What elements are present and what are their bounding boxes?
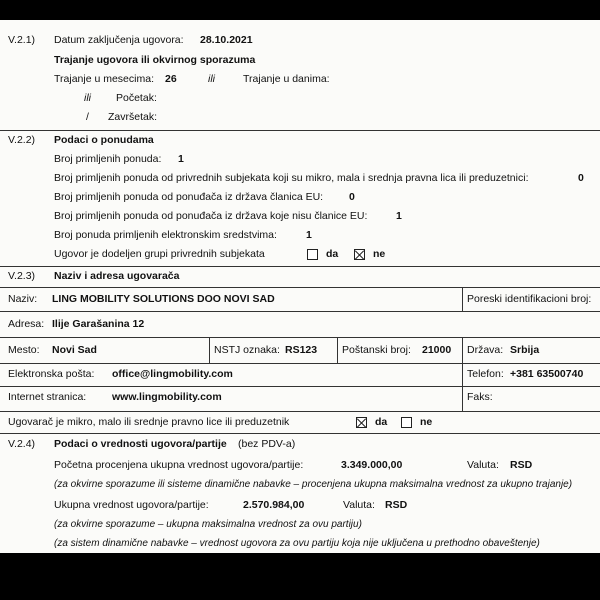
estimated-value: 3.349.000,00 <box>341 459 403 471</box>
group-award-no-checkbox[interactable] <box>354 249 365 260</box>
address-label: Adresa: <box>8 318 45 330</box>
email-label: Elektronska pošta: <box>8 368 95 380</box>
currency-label: Valuta: <box>467 459 499 471</box>
offers-row-label: Broj ponuda primljenih elektronskim sredstvima: <box>54 229 277 241</box>
yes-label: da <box>326 248 339 260</box>
framework-max-note: (za okvirne sporazume – ukupna maksimalna vrednost za ovu partiju) <box>54 519 362 530</box>
no-label: ne <box>420 416 433 428</box>
days-label: Trajanje u danima: <box>243 73 330 85</box>
currency-label: Valuta: <box>343 499 375 511</box>
address-value: Ilije Garašanina 12 <box>52 318 145 330</box>
offers-row-value: 1 <box>396 210 402 222</box>
total-value: 2.570.984,00 <box>243 499 305 511</box>
cell-divider <box>209 337 210 363</box>
offers-row-value: 1 <box>306 229 312 241</box>
duration-title: Trajanje ugovora ili okvirnog sporazuma <box>54 54 256 66</box>
divider <box>0 433 600 434</box>
nstj-label: NSTJ oznaka: <box>214 344 280 356</box>
or-text-2: ili <box>84 92 91 104</box>
country-label: Država: <box>467 344 504 356</box>
divider <box>0 266 600 267</box>
city-label: Mesto: <box>8 344 40 356</box>
no-label: ne <box>373 248 386 260</box>
months-value: 26 <box>165 73 177 85</box>
total-value-label: Ukupna vrednost ugovora/partije: <box>54 499 209 511</box>
nstj-value: RS123 <box>285 344 318 356</box>
cell-divider <box>462 363 463 411</box>
dynamic-system-note: (za sistem dinamične nabavke – vrednost ugovora za ovu partiju koja nije uključena u prethodno obaveštenje) <box>54 538 540 549</box>
value-title-suffix: (bez PDV-a) <box>238 438 296 450</box>
divider <box>0 386 600 387</box>
offers-row-value: 0 <box>349 191 355 203</box>
divider <box>0 363 600 364</box>
contract-award-form <box>0 20 600 553</box>
country-value: Srbija <box>510 344 540 356</box>
offers-row-value: 0 <box>578 172 584 184</box>
divider <box>0 287 600 288</box>
estimated-value-label: Početna procenjena ukupna vrednost ugovora/partije: <box>54 459 304 471</box>
phone-value: +381 63500740 <box>510 368 584 380</box>
cell-divider <box>337 337 338 363</box>
name-value: LING MOBILITY SOLUTIONS DOO NOVI SAD <box>52 293 275 305</box>
website-value: www.lingmobility.com <box>112 391 222 403</box>
start-label: Početak: <box>116 92 157 104</box>
currency-value: RSD <box>385 499 408 511</box>
city-value: Novi Sad <box>52 344 97 356</box>
divider <box>0 130 600 131</box>
offers-row-label: Broj primljenih ponuda od ponuđača iz država članica EU: <box>54 191 324 203</box>
date-value: 28.10.2021 <box>200 34 253 46</box>
offers-title: Podaci o ponudama <box>54 134 154 146</box>
section-number-v23: V.2.3) <box>8 270 36 282</box>
divider <box>0 337 600 338</box>
slash-text: / <box>86 111 89 123</box>
postal-code-label: Poštanski broj: <box>342 344 411 356</box>
fax-label: Faks: <box>467 391 493 403</box>
cell-divider <box>462 287 463 311</box>
group-award-label: Ugovor je dodeljen grupi privrednih subjekata <box>54 248 265 260</box>
sme-yes-checkbox[interactable] <box>356 417 367 428</box>
currency-value: RSD <box>510 459 533 471</box>
sme-no-checkbox[interactable] <box>401 417 412 428</box>
or-text: ili <box>208 73 215 85</box>
end-label: Završetak: <box>108 111 158 123</box>
phone-label: Telefon: <box>467 368 504 380</box>
offers-row-label: Broj primljenih ponuda: <box>54 153 162 165</box>
section-number-v22: V.2.2) <box>8 134 36 146</box>
website-label: Internet stranica: <box>8 391 87 403</box>
value-title: Podaci o vrednosti ugovora/partije <box>54 438 227 450</box>
postal-code-value: 21000 <box>422 344 452 356</box>
contractor-title: Naziv i adresa ugovarača <box>54 270 180 282</box>
email-value: office@lingmobility.com <box>112 368 233 380</box>
sme-label: Ugovarač je mikro, malo ili srednje pravno lice ili preduzetnik <box>8 416 290 428</box>
framework-note: (za okvirne sporazume ili sisteme dinamične nabavke – procenjena ukupna maksimalna vrednost za ukupno trajanje) <box>54 479 573 490</box>
yes-label: da <box>375 416 388 428</box>
offers-row-label: Broj primljenih ponuda od privrednih subjekata koji su mikro, mala i srednja pravna lica ili preduzetnici: <box>54 172 529 184</box>
cell-divider <box>462 337 463 363</box>
divider <box>0 411 600 412</box>
offers-row-value: 1 <box>178 153 184 165</box>
group-award-yes-checkbox[interactable] <box>307 249 318 260</box>
date-label: Datum zaključenja ugovora: <box>54 34 184 46</box>
name-label: Naziv: <box>8 293 38 305</box>
tax-id-label: Poreski identifikacioni broj: <box>467 293 592 305</box>
offers-row-label: Broj primljenih ponuda od ponuđača iz država koje nisu članice EU: <box>54 210 368 222</box>
section-number-v24: V.2.4) <box>8 438 36 450</box>
divider <box>0 311 600 312</box>
section-number-v21: V.2.1) <box>8 34 36 46</box>
months-label: Trajanje u mesecima: <box>54 73 154 85</box>
